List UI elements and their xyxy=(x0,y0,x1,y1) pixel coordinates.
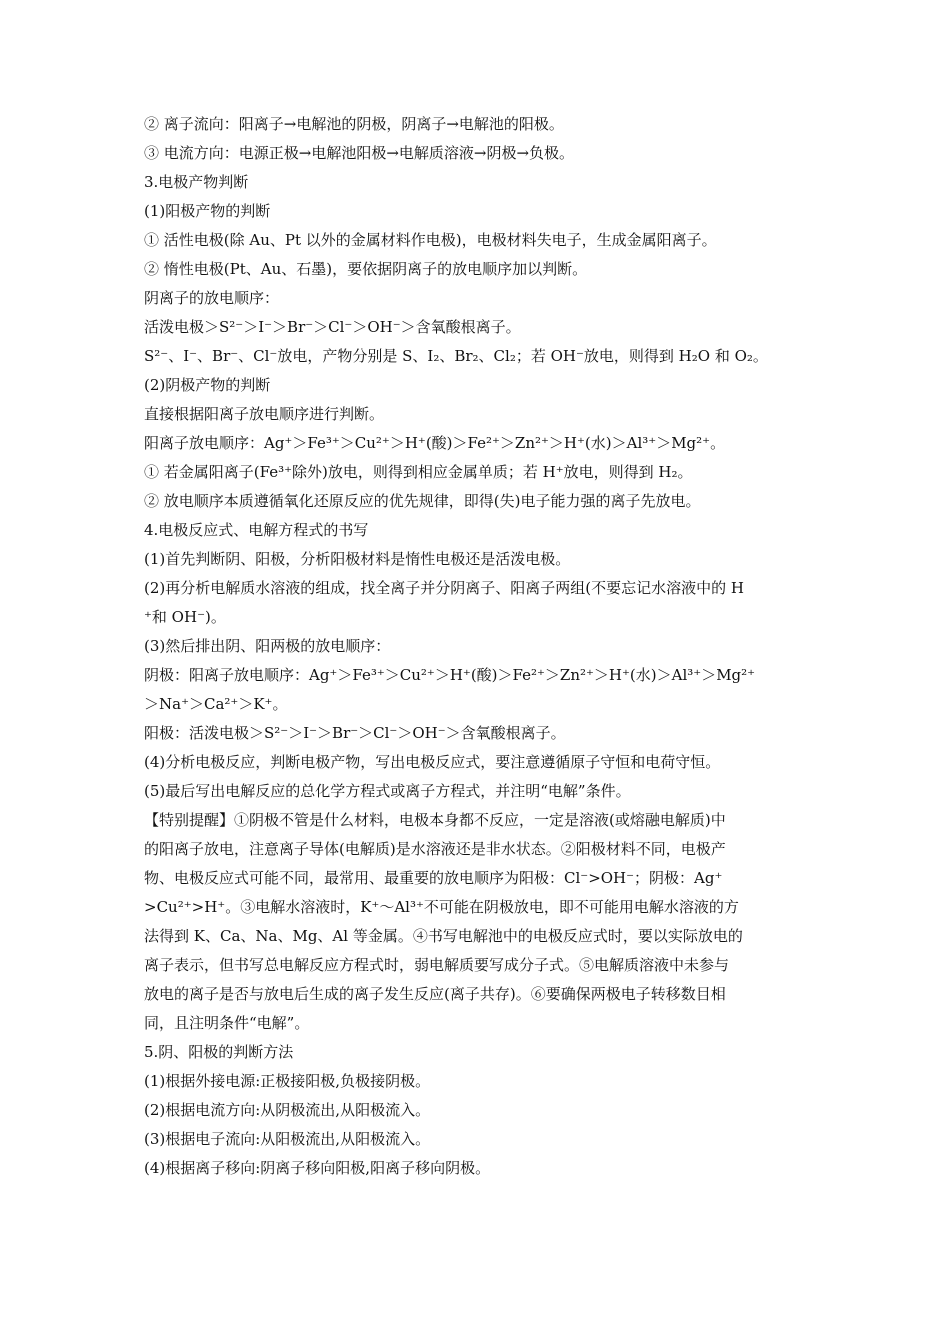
text-line: ⁺和 OH⁻)。 xyxy=(144,608,226,626)
text-line: (4)根据离子移向:阴离子移向阳极,阳离子移向阴极。 xyxy=(144,1159,491,1177)
reminder-line: 的阳离子放电，注意离子导体(电解质)是水溶液还是非水状态。②阳极材料不同，电极产 xyxy=(144,840,726,858)
text-line: (1)根据外接电源:正极接阳极,负极接阴极。 xyxy=(144,1072,431,1090)
text-line: ③ 电流方向：电源正极→电解池阳极→电解质溶液→阴极→负极。 xyxy=(144,144,575,162)
subsection-heading: (1)阳极产物的判断 xyxy=(144,202,271,220)
text-line: ② 离子流向：阳离子→电解池的阴极，阴离子→电解池的阳极。 xyxy=(144,115,564,133)
text-line: ① 若金属阳离子(Fe³⁺除外)放电，则得到相应金属单质；若 H⁺放电，则得到 H₂。 xyxy=(144,463,693,481)
text-line: (4)分析电极反应，判断电极产物，写出电极反应式，要注意遵循原子守恒和电荷守恒。 xyxy=(144,753,721,771)
text-line: (3)根据电子流向:从阳极流出,从阳极流入。 xyxy=(144,1130,431,1148)
reminder-line: 物、电极反应式可能不同，最常用、最重要的放电顺序为阳极：Cl⁻>OH⁻；阴极：Ag⁺ xyxy=(144,869,723,887)
text-line: 阳极：活泼电极＞S²⁻＞I⁻＞Br⁻＞Cl⁻＞OH⁻＞含氧酸根离子。 xyxy=(144,724,566,742)
section-heading: 4.电极反应式、电解方程式的书写 xyxy=(144,521,369,539)
section-heading: 5.阴、阳极的判断方法 xyxy=(144,1043,294,1061)
text-line: ① 活性电极(除 Au、Pt 以外的金属材料作电极)，电极材料失电子，生成金属阳离子。 xyxy=(144,231,717,249)
text-line: (5)最后写出电解反应的总化学方程式或离子方程式，并注明“电解”条件。 xyxy=(144,782,631,800)
text-line: ② 放电顺序本质遵循氧化还原反应的优先规律，即得(失)电子能力强的离子先放电。 xyxy=(144,492,701,510)
document-page xyxy=(144,110,808,1183)
text-line: S²⁻、I⁻、Br⁻、Cl⁻放电，产物分别是 S、I₂、Br₂、Cl₂；若 OH⁻放电，则得到 H₂O 和 O₂。 xyxy=(144,347,768,365)
text-line: ＞Na⁺＞Ca²⁺＞K⁺。 xyxy=(144,695,288,713)
text-line: (2)根据电流方向:从阴极流出,从阳极流入。 xyxy=(144,1101,431,1119)
text-line: 阴离子的放电顺序： xyxy=(144,289,280,307)
reminder-line: 法得到 K、Ca、Na、Mg、Al 等金属。④书写电解池中的电极反应式时，要以实际放电的 xyxy=(144,927,743,945)
text-line: (2)再分析电解质水溶液的组成，找全离子并分阴离子、阳离子两组(不要忘记水溶液中的 H xyxy=(144,579,744,597)
reminder-line: >Cu²⁺>H⁺。③电解水溶液时，K⁺～Al³⁺不可能在阴极放电，即不可能用电解水溶液的方 xyxy=(144,898,739,916)
reminder-line: 【特别提醒】①阴极不管是什么材料，电极本身都不反应，一定是溶液(或熔融电解质)中 xyxy=(144,811,726,829)
subsection-heading: (2)阴极产物的判断 xyxy=(144,376,271,394)
text-line: (3)然后排出阴、阳两极的放电顺序： xyxy=(144,637,391,655)
section-heading: 3.电极产物判断 xyxy=(144,173,249,191)
special-reminder-paragraph xyxy=(144,806,808,1038)
text-line: 阴极：阳离子放电顺序：Ag⁺＞Fe³⁺＞Cu²⁺＞H⁺(酸)＞Fe²⁺＞Zn²⁺＞H⁺(水)＞Al³⁺＞Mg²⁺ xyxy=(144,666,756,684)
text-line: (1)首先判断阴、阳极，分析阳极材料是惰性电极还是活泼电极。 xyxy=(144,550,571,568)
text-line: 直接根据阳离子放电顺序进行判断。 xyxy=(144,405,385,423)
reminder-line: 同，且注明条件“电解”。 xyxy=(144,1014,310,1032)
text-line: 阳离子放电顺序：Ag⁺＞Fe³⁺＞Cu²⁺＞H⁺(酸)＞Fe²⁺＞Zn²⁺＞H⁺(水)＞Al³⁺＞Mg²⁺。 xyxy=(144,434,726,452)
text-line: 活泼电极＞S²⁻＞I⁻＞Br⁻＞Cl⁻＞OH⁻＞含氧酸根离子。 xyxy=(144,318,521,336)
reminder-line: 放电的离子是否与放电后生成的离子发生反应(离子共存)。⑥要确保两极电子转移数目相 xyxy=(144,985,726,1003)
reminder-line: 离子表示，但书写总电解反应方程式时，弱电解质要写成分子式。⑤电解质溶液中未参与 xyxy=(144,956,730,974)
text-line: ② 惰性电极(Pt、Au、石墨)，要依据阴离子的放电顺序加以判断。 xyxy=(144,260,588,278)
